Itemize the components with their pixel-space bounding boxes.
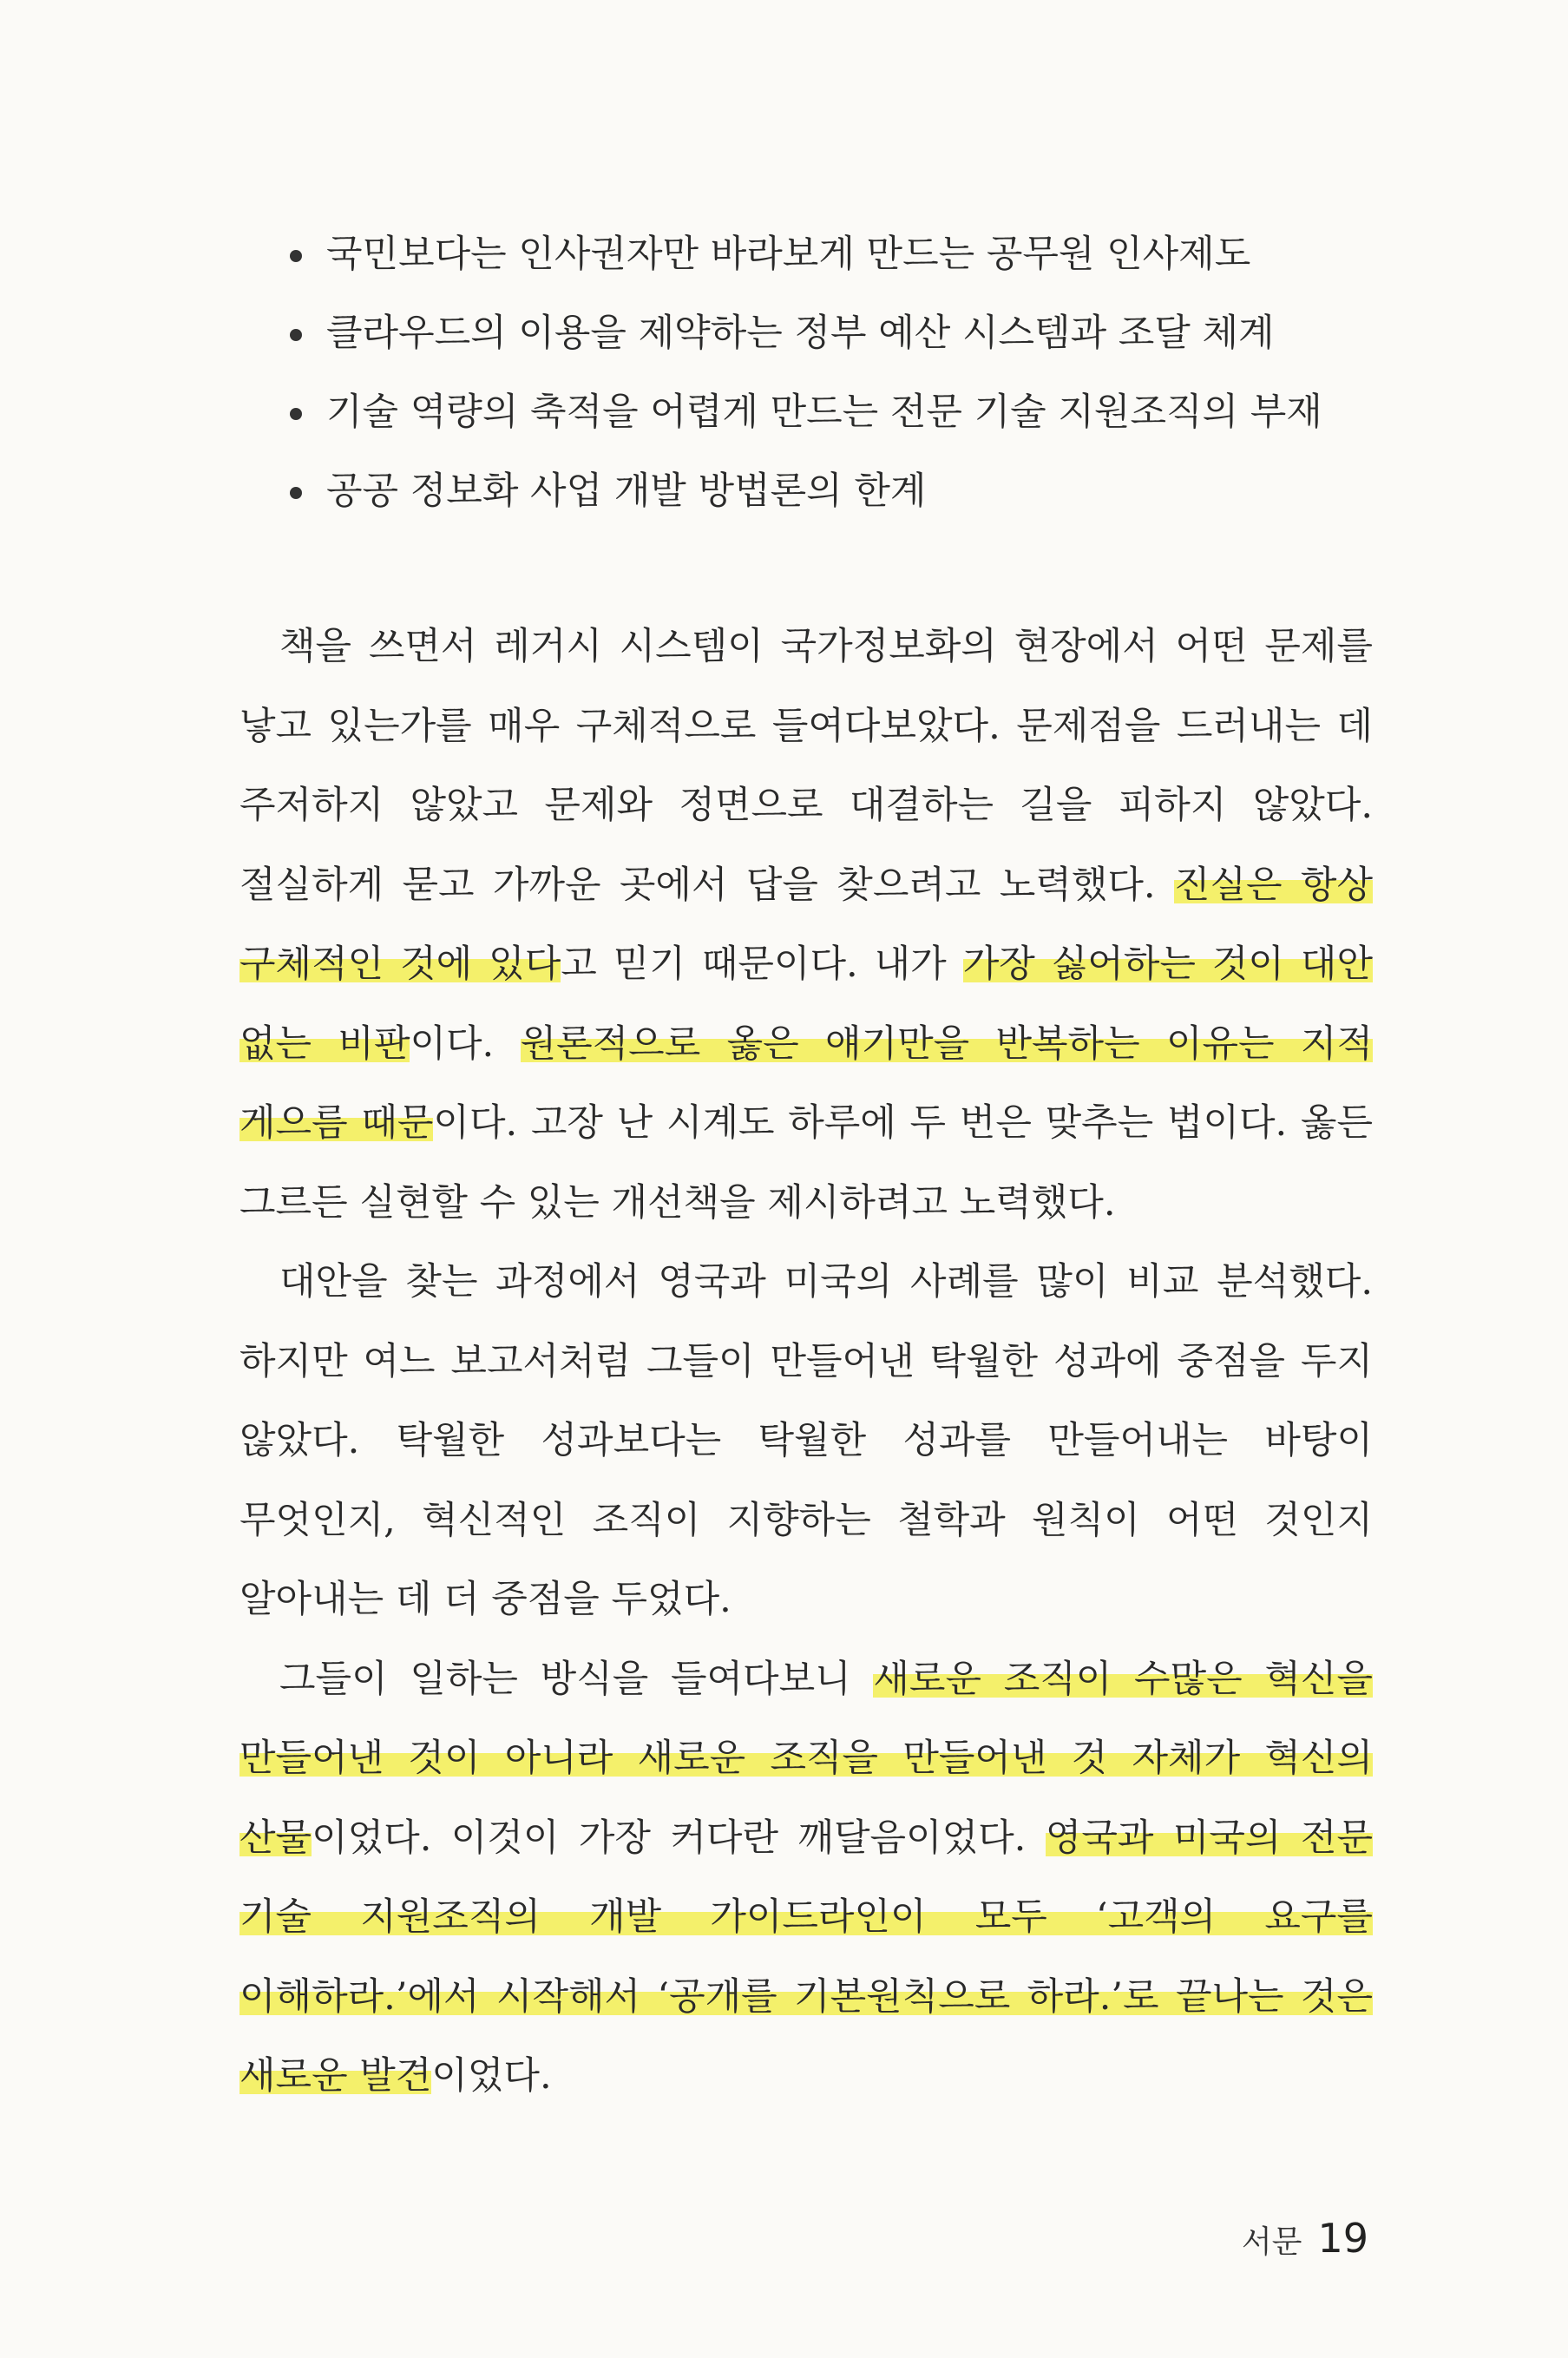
bullet-item: 공공 정보화 사업 개발 방법론의 한계 — [286, 452, 1414, 531]
text-run: 이다. 고장 난 시계도 하루에 두 번은 맞추는 법이다. 옳든 그르든 실현할 수 있는 개선책을 제시하려고 노력했다. — [239, 1101, 1373, 1225]
bullet-item: 클라우드의 이용을 제약하는 정부 예산 시스템과 조달 체계 — [286, 294, 1414, 373]
body-text — [239, 608, 1373, 2117]
paragraph-2 — [239, 1243, 1373, 1640]
paragraph-1 — [239, 608, 1373, 1243]
text-run: 고 믿기 때문이다. 내가 — [561, 943, 963, 986]
highlighted-text: 영국과 미국의 전문 기술 지원조직의 개발 가이드라인이 모두 ‘고객의 요구를 이해하라.’에서 시작해서 ‘공개를 기본원칙으로 하라.’로 끝나는 것은 새로운 발견 — [239, 1816, 1373, 2098]
paragraph-3 — [239, 1640, 1373, 2117]
highlighted-text: 새로운 조직이 수많은 혁신을 만들어낸 것이 아니라 새로운 조직을 만들어낸 것 자체가 혁신의 산물 — [239, 1657, 1373, 1860]
page-number: 19 — [1317, 2215, 1368, 2262]
text-run: 이었다. 이것이 가장 커다란 깨달음이었다. — [312, 1816, 1046, 1860]
text-run: 대안을 찾는 과정에서 영국과 미국의 사례를 많이 비교 분석했다. 하지만 여느 보고서처럼 그들이 만들어낸 탁월한 성과에 중점을 두지 않았다. 탁월한 성과보다는 탁월한 성과를 만들어내는 바탕이 무엇인지, 혁신적인 조직이 지향하는 철학과 원칙이 어떤 것인지 알아내는 데 더 중점을 두었다. — [239, 1260, 1373, 1621]
bullet-list — [286, 215, 1414, 531]
text-run: 그들이 일하는 방식을 들여다보니 — [279, 1657, 874, 1701]
highlighted-text: 원론적으로 옳은 얘기만을 반복하는 이유는 지적 게으름 때문 — [239, 1021, 1373, 1145]
bullet-item: 국민보다는 인사권자만 바라보게 만드는 공무원 인사제도 — [286, 215, 1414, 294]
text-run: 이었다. — [431, 2054, 552, 2098]
section-title: 서문 — [1241, 2224, 1302, 2260]
bullet-item: 기술 역량의 축적을 어렵게 만드는 전문 기술 지원조직의 부재 — [286, 373, 1414, 452]
page-footer — [1242, 2215, 1368, 2262]
text-run: 이다. — [410, 1021, 521, 1066]
highlighted-text: 가장 싫어하는 것이 대안 없는 비판 — [239, 943, 1373, 1066]
highlighted-text: 진실은 항상 구체적인 것에 있다 — [239, 863, 1374, 986]
text-run: 책을 쓰면서 레거시 시스템이 국가정보화의 현장에서 어떤 문제를 낳고 있는가를 매우 구체적으로 들여다보았다. 문제점을 드러내는 데 주저하지 않았고 문제와 정면으로 대결하는 길을 피하지 않았다. 절실하게 묻고 가까운 곳에서 답을 찾으려고 노력했다. — [239, 625, 1373, 907]
